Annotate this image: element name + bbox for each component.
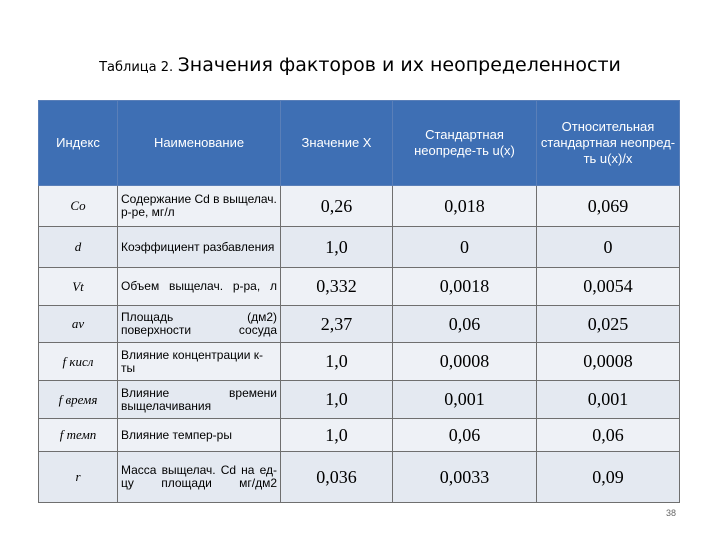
row-name: Влияние темпер-ры	[118, 419, 281, 452]
row-index: f темп	[39, 419, 118, 452]
row-uncertainty: 0,06	[393, 306, 537, 343]
table-row	[39, 186, 680, 227]
row-index: f время	[39, 381, 118, 419]
page-number: 38	[665, 508, 676, 518]
row-uncertainty: 0,06	[393, 419, 537, 452]
row-name: Коэффициент разбавления	[118, 227, 281, 268]
table-row	[39, 227, 680, 268]
row-value: 1,0	[281, 343, 393, 381]
header-uncertainty: Стандартная неопреде-ть u(x)	[393, 101, 537, 186]
row-index: Co	[39, 186, 118, 227]
row-relative-uncertainty: 0,001	[537, 381, 680, 419]
row-value: 2,37	[281, 306, 393, 343]
row-uncertainty: 0,0018	[393, 268, 537, 306]
row-relative-uncertainty: 0	[537, 227, 680, 268]
header-relative-uncertainty: Относительная стандартная неопред-ть u(x)/x	[537, 101, 680, 186]
table-row	[39, 381, 680, 419]
row-relative-uncertainty: 0,025	[537, 306, 680, 343]
row-index: r	[39, 452, 118, 503]
row-name: Влияние концентрации к-ты	[118, 343, 281, 381]
row-uncertainty: 0,0008	[393, 343, 537, 381]
row-value: 0,036	[281, 452, 393, 503]
row-relative-uncertainty: 0,0008	[537, 343, 680, 381]
row-value: 1,0	[281, 227, 393, 268]
row-value: 0,26	[281, 186, 393, 227]
row-name: Площадь (дм2) поверхности сосуда	[118, 306, 281, 343]
table-caption	[0, 54, 720, 76]
table-row	[39, 419, 680, 452]
row-index: d	[39, 227, 118, 268]
row-value: 1,0	[281, 381, 393, 419]
table-header-row	[39, 101, 680, 186]
caption-title: Значения факторов и их неопределенности	[177, 54, 621, 76]
row-index: av	[39, 306, 118, 343]
header-value: Значение X	[281, 101, 393, 186]
row-value: 1,0	[281, 419, 393, 452]
header-index: Индекс	[39, 101, 118, 186]
table-row	[39, 343, 680, 381]
row-name: Объем выщелач. р-ра, л	[118, 268, 281, 306]
row-name: Масса выщелач. Cd на ед-цу площади мг/дм2	[118, 452, 281, 503]
factors-table	[38, 100, 680, 503]
row-value: 0,332	[281, 268, 393, 306]
row-relative-uncertainty: 0,09	[537, 452, 680, 503]
caption-prefix: Таблица 2.	[99, 60, 174, 75]
row-index: Vt	[39, 268, 118, 306]
table-row	[39, 306, 680, 343]
row-index: f кисл	[39, 343, 118, 381]
row-uncertainty: 0,0033	[393, 452, 537, 503]
header-name: Наименование	[118, 101, 281, 186]
table-row	[39, 268, 680, 306]
row-name: Влияние времени выщелачивания	[118, 381, 281, 419]
table-row	[39, 452, 680, 503]
row-relative-uncertainty: 0,069	[537, 186, 680, 227]
row-name: Содержание Cd в выщелач. р-ре, мг/л	[118, 186, 281, 227]
row-uncertainty: 0,001	[393, 381, 537, 419]
row-relative-uncertainty: 0,06	[537, 419, 680, 452]
row-relative-uncertainty: 0,0054	[537, 268, 680, 306]
row-uncertainty: 0,018	[393, 186, 537, 227]
row-uncertainty: 0	[393, 227, 537, 268]
